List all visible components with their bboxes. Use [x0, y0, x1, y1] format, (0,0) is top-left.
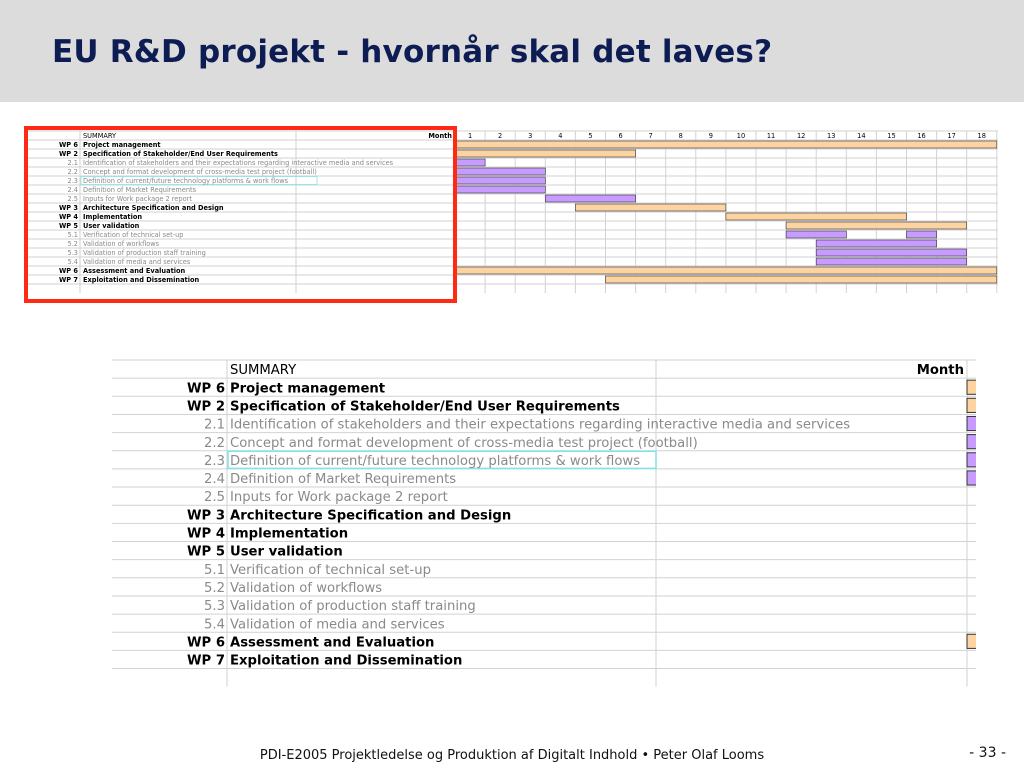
task-label: Identification of stakeholders and their expectations regarding interactive media and services: [83, 159, 394, 168]
task-bar: [967, 453, 976, 467]
task-bar: [967, 416, 976, 430]
work-package-id: WP 2: [59, 150, 78, 159]
work-package-bar: [575, 204, 726, 211]
work-package-id: WP 2: [187, 399, 225, 415]
work-package-id: WP 3: [187, 508, 225, 524]
task-id: 2.4: [204, 472, 225, 488]
task-label: Verification of technical set-up: [83, 231, 184, 240]
work-package-label: Exploitation and Dissemination: [83, 276, 200, 285]
work-package-id: WP 7: [187, 653, 225, 669]
work-package-id: WP 6: [187, 381, 225, 397]
slide-title: EU R&D projekt - hvornår skal det laves?: [52, 34, 773, 70]
work-package-label: Exploitation and Dissemination: [230, 653, 463, 669]
task-label: Validation of production staff training: [230, 599, 476, 615]
month-header: Month: [428, 132, 452, 141]
work-package-label: Architecture Specification and Design: [230, 508, 512, 524]
task-id: 5.1: [67, 231, 78, 240]
work-package-bar: [455, 141, 997, 148]
work-package-id: WP 3: [59, 204, 78, 213]
task-id: 2.1: [67, 159, 78, 168]
month-label: 11: [766, 132, 776, 141]
work-package-bar: [967, 398, 976, 412]
task-bar: [967, 435, 976, 449]
task-id: 5.2: [204, 580, 225, 596]
work-package-id: WP 5: [59, 222, 78, 231]
task-bar: [545, 195, 635, 202]
work-package-id: WP 5: [187, 544, 225, 560]
task-id: 2.5: [204, 490, 225, 506]
task-bar: [816, 249, 967, 256]
work-package-bar: [455, 150, 636, 157]
month-label: 12: [796, 132, 806, 141]
task-id: 5.4: [67, 258, 78, 267]
task-bar: [455, 168, 545, 175]
task-id: 5.3: [67, 249, 78, 258]
task-label: Identification of stakeholders and their expectations regarding interactive media and services: [230, 417, 851, 433]
task-label: Inputs for Work package 2 report: [83, 195, 192, 204]
task-bar: [816, 240, 936, 247]
month-label: 7: [648, 132, 653, 141]
month-label: 2: [498, 132, 503, 141]
task-label: Concept and format development of cross-media test project (football): [83, 168, 317, 177]
task-label: Concept and format development of cross-media test project (football): [230, 435, 698, 451]
work-package-bar: [726, 213, 907, 220]
month-label: 14: [857, 132, 866, 141]
task-id: 2.3: [204, 453, 225, 469]
work-package-bar: [967, 380, 976, 394]
page-number: - 33 -: [969, 745, 1006, 761]
task-id: 2.2: [67, 168, 78, 177]
work-package-label: Specification of Stakeholder/End User Requirements: [230, 399, 620, 415]
task-label: Validation of production staff training: [83, 249, 206, 258]
task-bar: [455, 186, 545, 193]
summary-header: SUMMARY: [230, 363, 297, 379]
month-label: 16: [917, 132, 926, 141]
task-bar: [455, 159, 485, 166]
work-package-id: WP 6: [187, 635, 225, 651]
task-label: Definition of current/future technology platforms & work flows: [83, 177, 289, 186]
task-label: Definition of Market Requirements: [230, 472, 457, 488]
month-label: 3: [528, 132, 533, 141]
task-id: 2.5: [67, 195, 78, 204]
task-bar: [786, 231, 846, 238]
work-package-label: Assessment and Evaluation: [83, 267, 186, 276]
work-package-label: Specification of Stakeholder/End User Requirements: [83, 150, 278, 159]
month-label: 10: [736, 132, 746, 141]
task-bar: [455, 177, 545, 184]
work-package-label: Architecture Specification and Design: [83, 204, 224, 213]
work-package-bar: [967, 634, 976, 648]
work-package-bar: [606, 276, 997, 283]
work-package-label: Assessment and Evaluation: [230, 635, 435, 651]
month-label: 1: [467, 132, 473, 141]
task-bar: [967, 471, 976, 485]
work-package-label: Project management: [83, 141, 161, 150]
task-label: Validation of media and services: [83, 258, 191, 267]
work-package-id: WP 7: [59, 276, 78, 285]
task-id: 2.4: [67, 186, 78, 195]
summary-header: SUMMARY: [83, 132, 117, 141]
task-label: Definition of Market Requirements: [83, 186, 197, 195]
task-bar: [816, 258, 967, 265]
work-package-bar: [455, 267, 997, 274]
gantt-zoom-chart: [112, 358, 976, 690]
task-id: 5.2: [67, 240, 78, 249]
work-package-label: User validation: [83, 222, 140, 231]
slide-footer: PDI-E2005 Projektledelse og Produktion af Digitalt Indhold • Peter Olaf Looms: [259, 748, 765, 763]
task-label: Inputs for Work package 2 report: [230, 490, 448, 506]
month-header: Month: [916, 363, 964, 379]
task-id: 2.3: [67, 177, 78, 186]
work-package-label: Implementation: [230, 526, 349, 542]
work-package-id: WP 6: [59, 267, 78, 276]
task-label: Definition of current/future technology platforms & work flows: [230, 453, 641, 469]
task-label: Validation of workflows: [230, 580, 383, 596]
month-label: 18: [977, 132, 986, 141]
work-package-id: WP 4: [187, 526, 225, 542]
task-id: 2.1: [204, 417, 225, 433]
task-label: Validation of workflows: [83, 240, 160, 249]
task-bar: [907, 231, 937, 238]
work-package-label: User validation: [230, 544, 343, 560]
work-package-bar: [786, 222, 967, 229]
month-label: 9: [708, 132, 713, 141]
task-id: 5.3: [204, 599, 225, 615]
task-id: 5.1: [204, 562, 225, 578]
task-label: Verification of technical set-up: [230, 562, 431, 578]
month-label: 17: [947, 132, 956, 141]
month-label: 6: [618, 132, 623, 141]
task-label: Validation of media and services: [230, 617, 445, 633]
gantt-overview-chart: [24, 126, 998, 302]
month-label: 5: [588, 132, 593, 141]
work-package-id: WP 6: [59, 141, 78, 150]
work-package-label: Project management: [230, 381, 386, 397]
work-package-id: WP 4: [59, 213, 78, 222]
gantt-overview: [24, 126, 998, 302]
month-label: 8: [678, 132, 683, 141]
task-id: 2.2: [204, 435, 225, 451]
month-label: 13: [827, 132, 836, 141]
work-package-label: Implementation: [83, 213, 143, 222]
gantt-zoom: [112, 358, 976, 690]
month-label: 4: [558, 132, 563, 141]
task-id: 5.4: [204, 617, 225, 633]
month-label: 15: [887, 132, 896, 141]
